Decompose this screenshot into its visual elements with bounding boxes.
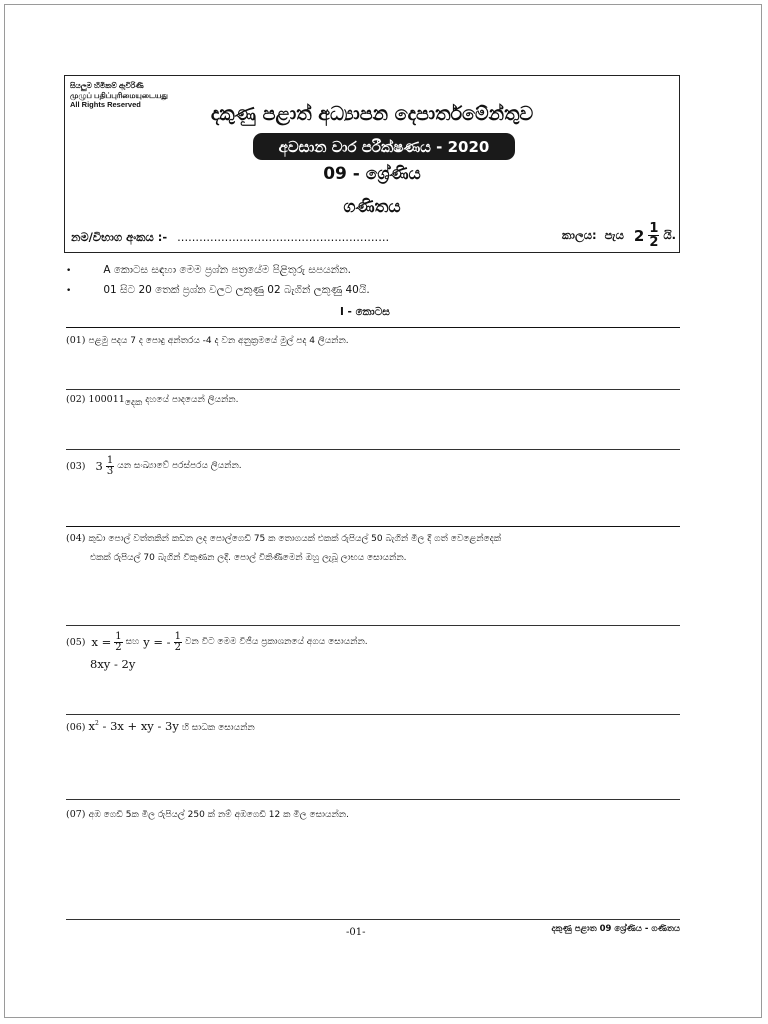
bullet-icon: •	[66, 285, 72, 296]
name-index-field	[71, 230, 389, 245]
x-equals: x =	[91, 635, 112, 649]
divider	[66, 389, 680, 390]
question-text: හි සාධක සොයන්න	[181, 723, 255, 733]
question-number: (06)	[66, 722, 86, 733]
question-03	[66, 456, 242, 477]
question-text-line1: කුඩා පොල් වත්තකින් කඩන ලද පොල්ගෙඩි 75 ක තොගයක් එකක් රුපියල් 50 බැගින් මිල දී ගත් වෙළෙන්දෙක්	[88, 534, 502, 544]
question-text: දහයේ පාදයෙන් ලියන්න.	[145, 395, 239, 405]
department-title: දකුණු පළාත් අධ්‍යාපන දෙපාර්තමේන්තුව	[210, 103, 534, 125]
mixed-whole: 3	[95, 459, 103, 473]
question-text: යන සංඛ්‍යාවේ පරස්පරය ලියන්න.	[117, 461, 242, 471]
fraction-denominator: 2	[115, 642, 122, 653]
question-text: පළමු පදය 7 ද පොදු අන්තරය -4 ද වන අනුක්‍රමයේ මුල් පද 4 ලියන්න.	[88, 336, 349, 346]
question-07	[66, 807, 349, 823]
instruction-item	[66, 264, 351, 277]
question-text-line2: එකක් රුපියල් 70 බැගින් විකුණන ලදී. පොල් විකිණීමෙන් ඔහු ලැබූ ලාභය සොයන්න.	[90, 553, 407, 563]
time-unit: පැය	[604, 228, 624, 242]
bullet-icon: •	[66, 265, 72, 276]
divider	[66, 449, 680, 450]
instruction-text: 01 සිට 20 තෙක් ප්‍රශ්න වලට ලකුණු 02 බැගින් ලකුණු 40යි.	[103, 284, 370, 296]
exam-title: අවසාන වාර පරීක්ෂණය - 2020	[278, 137, 490, 156]
algebraic-expression: 8xy - 2y	[90, 657, 136, 671]
question-04	[66, 531, 501, 566]
expr-part-b: - 3x + xy - 3y	[98, 719, 179, 733]
binary-number: 100011	[88, 394, 125, 405]
divider	[66, 625, 680, 626]
fraction-numerator: 1	[174, 631, 181, 642]
time-fraction	[648, 222, 659, 249]
question-number: (07)	[66, 809, 86, 820]
base-subscript: දෙක	[124, 398, 143, 408]
question-number: (05)	[66, 637, 86, 648]
divider	[66, 327, 680, 328]
copyright-sinhala: සියලුම හිමිකම් ඇවිරිණි	[70, 81, 144, 90]
subject-title: ගණිතය	[343, 197, 401, 217]
grade-title: 09 - ශ්‍රේණිය	[323, 164, 421, 184]
footer-divider	[66, 919, 680, 920]
question-number: (02)	[66, 394, 86, 405]
time-whole: 2	[633, 226, 645, 245]
name-index-dots: ..........................................................	[177, 230, 390, 244]
exponent: 2	[95, 720, 99, 727]
name-index-label: නම/විභාග අංකය :-	[71, 230, 168, 244]
question-number: (04)	[66, 533, 86, 544]
page-number: -01-	[346, 927, 366, 938]
copyright-tamil: முழுப் பதிப்புரிமையுடையது	[70, 90, 168, 100]
mixed-fraction	[106, 456, 114, 477]
and-word: සහ	[125, 637, 140, 647]
question-text: අඹ ගෙඩි 5ක මිල රුපියල් 250 ක් නම් අඹගෙඩි 12 ක මිල සොයන්න.	[88, 810, 349, 820]
question-05	[66, 632, 368, 653]
time-suffix: යි.	[663, 228, 676, 242]
divider	[66, 799, 680, 800]
fraction-numerator: 1	[115, 631, 122, 642]
question-number: (03)	[66, 461, 86, 472]
divider	[66, 526, 680, 527]
copyright-english: All Rights Reserved	[70, 100, 141, 109]
footer-title: දකුණු පළාත 09 ශ්‍රේණිය - ගණිතය	[551, 924, 680, 934]
time-fraction-numerator: 1	[649, 221, 659, 236]
question-01	[66, 333, 349, 349]
y-fraction	[174, 632, 182, 653]
question-text: වන විට මෙම වීජීය ප්‍රකාශනයේ අගය සොයන්න.	[184, 637, 368, 647]
fraction-denominator: 3	[106, 466, 114, 477]
instruction-text: A කොටස සඳහා මෙම ප්‍රශ්න පත්‍රයේම පිළිතුරු සපයන්න.	[103, 264, 352, 276]
time-fraction-denominator: 2	[649, 235, 659, 250]
time-label: කාලය:	[561, 228, 597, 242]
expr-part-a: x	[88, 719, 96, 733]
exam-title-badge	[253, 133, 515, 160]
fraction-numerator: 1	[106, 455, 114, 466]
divider	[66, 714, 680, 715]
question-06	[66, 716, 255, 736]
fraction-denominator: 2	[174, 642, 181, 653]
x-fraction	[114, 632, 122, 653]
instruction-item	[66, 284, 370, 297]
question-02	[66, 392, 238, 411]
time-allowed	[562, 222, 676, 249]
question-number: (01)	[66, 335, 86, 346]
part-label: I - කොටස	[340, 306, 390, 318]
y-equals: y = -	[143, 635, 171, 649]
